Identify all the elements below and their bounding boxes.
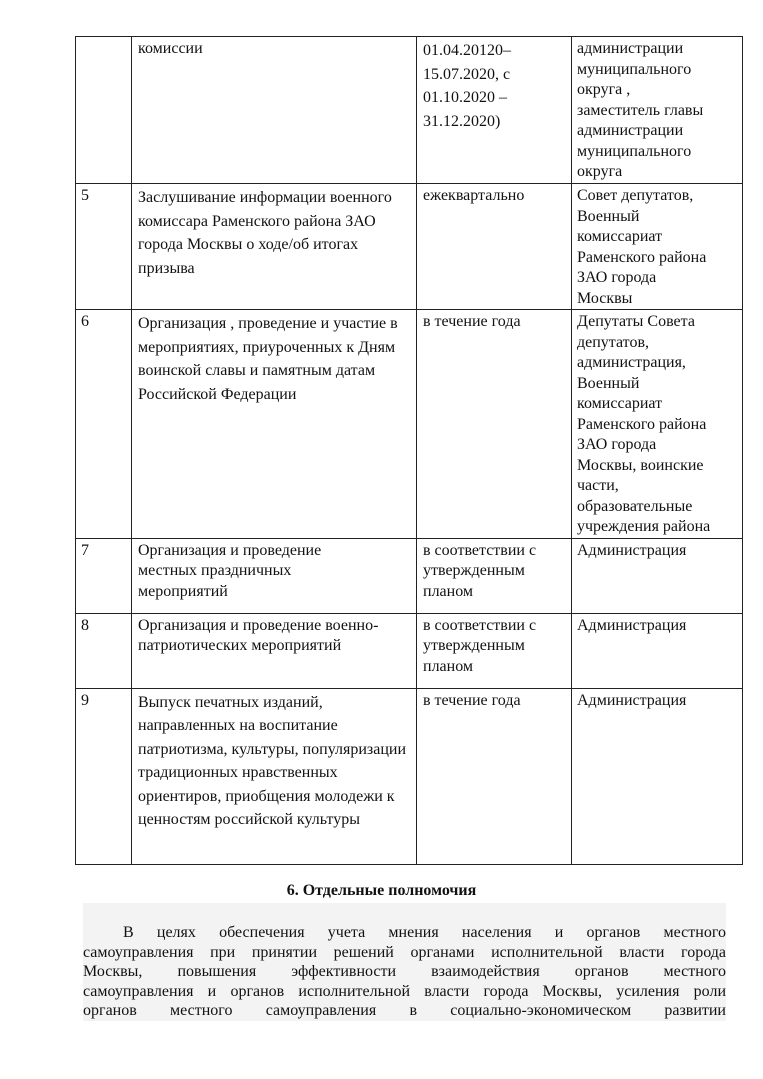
event-cell: Выпуск печатных изданий, направленных на воспитание патриотизма, культуры, популяризации традиционных нравственных ориентиров, приобщения молодежи к ценностям российской культуры [132, 688, 417, 864]
row-number-cell: 7 [76, 538, 132, 613]
paragraph-line: самоуправления при принятии решений органами исполнительной власти города [83, 943, 726, 961]
events-table [75, 36, 743, 865]
term-cell: 01.04.20120– 15.07.2020, с 01.10.2020 – 31.12.2020) [417, 37, 572, 184]
table-row [76, 37, 743, 184]
table-row [76, 184, 743, 310]
term-cell: в соответствии с утвержденным планом [417, 613, 572, 688]
row-number-cell: 8 [76, 613, 132, 688]
responsible-cell: Администрация [572, 688, 743, 864]
row-number-cell: 6 [76, 310, 132, 539]
event-cell: Организация и проведение военно- патриотических мероприятий [132, 613, 417, 688]
responsible-cell: Администрация [572, 613, 743, 688]
table-row [76, 538, 743, 613]
paragraph-line: органов местного самоуправления в социально-экономическом развитии [83, 1002, 726, 1019]
event-cell: Организация и проведение местных праздничных мероприятий [132, 538, 417, 613]
event-cell: комиссии [132, 37, 417, 184]
responsible-cell: администрации муниципального округа , заместитель главы администрации муниципального округа [572, 37, 743, 184]
row-number-cell [76, 37, 132, 184]
term-cell: в соответствии с утвержденным планом [417, 538, 572, 613]
term-cell: в течение года [417, 310, 572, 539]
table-row [76, 310, 743, 539]
event-cell: Организация , проведение и участие в мероприятиях, приуроченных к Дням воинской славы и памятным датам Российской Федерации [132, 310, 417, 539]
section-paragraph [83, 903, 726, 1021]
paragraph-line: Москвы, повышения эффективности взаимодействия органов местного [83, 963, 726, 980]
row-number-cell: 5 [76, 184, 132, 310]
row-number-cell: 9 [76, 688, 132, 864]
paragraph-line: В целях обеспечения учета мнения населения и органов местного [123, 924, 726, 941]
responsible-cell: Администрация [572, 538, 743, 613]
term-cell: ежеквартально [417, 184, 572, 310]
term-cell: в течение года [417, 688, 572, 864]
section-title: 6. Отдельные полномочия [286, 882, 477, 899]
event-cell: Заслушивание информации военного комиссара Раменского района ЗАО города Москвы о ходе/об итогах призыва [132, 184, 417, 310]
table-row [76, 688, 743, 864]
responsible-cell: Совет депутатов, Военный комиссариат Раменского района ЗАО города Москвы [572, 184, 743, 310]
responsible-cell: Депутаты Совета депутатов, администрация, Военный комиссариат Раменского района ЗАО города Москвы, воинские части, образовательные учреждения района [572, 310, 743, 539]
paragraph-line: самоуправления и органов исполнительной власти города Москвы, усиления роли [83, 982, 726, 1000]
table-row [76, 613, 743, 688]
